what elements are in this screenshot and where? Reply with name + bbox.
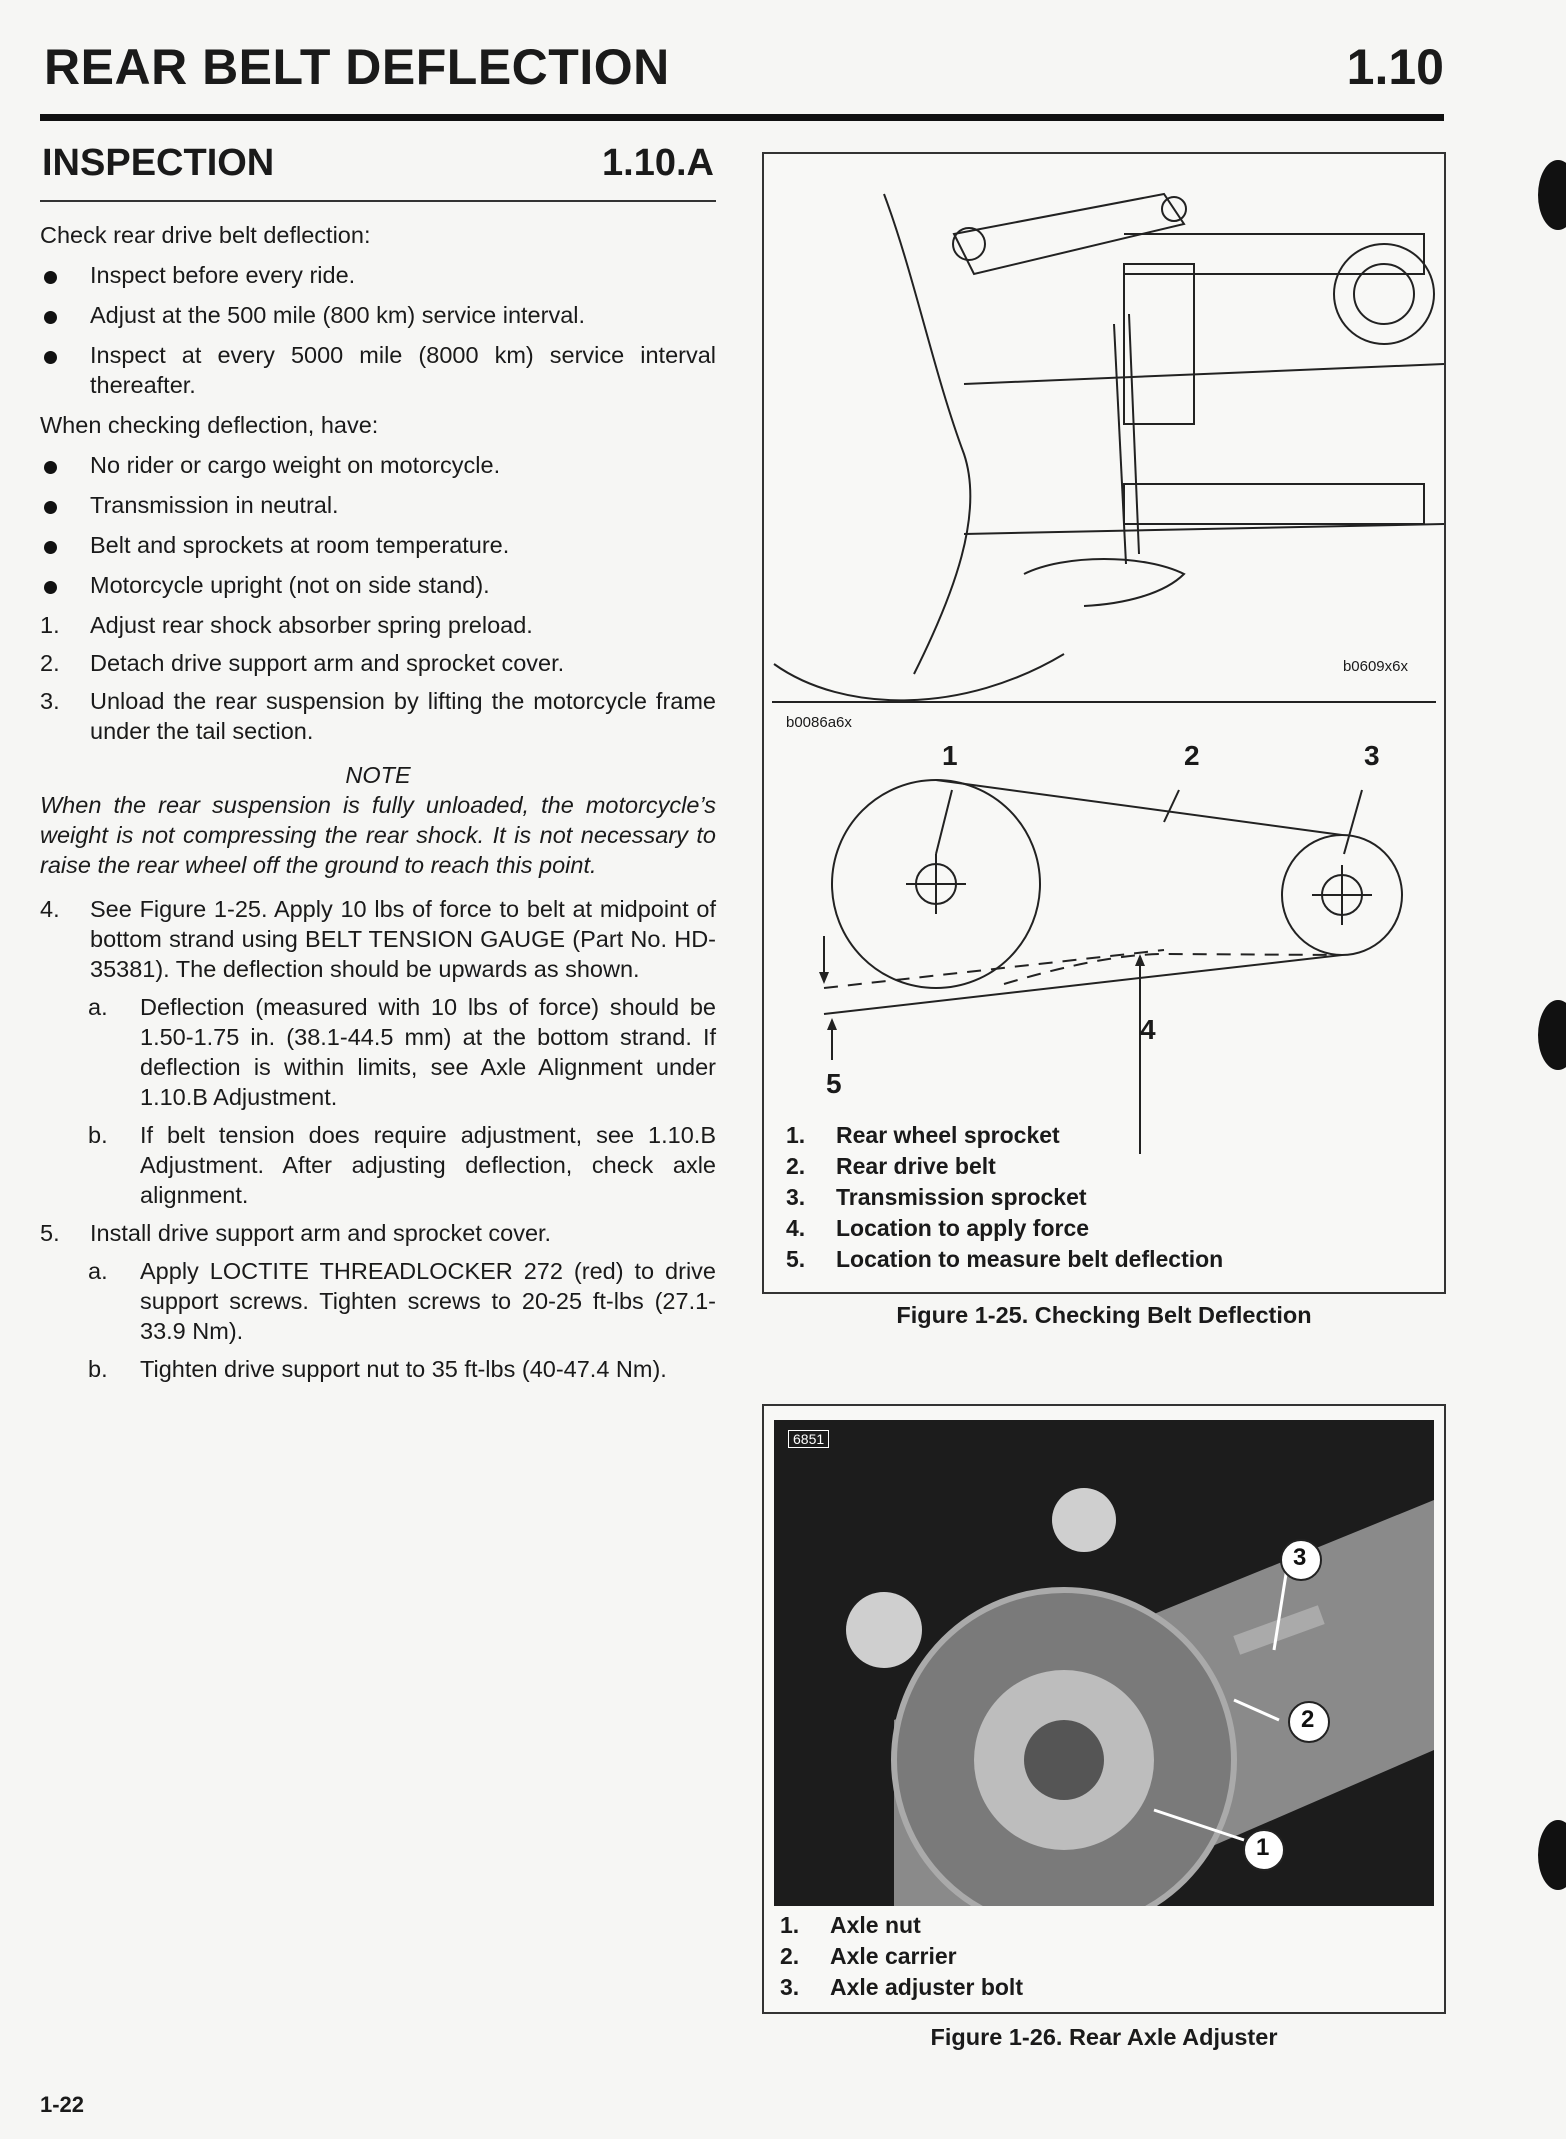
bullet-item: Belt and sprockets at room temperature. (40, 530, 716, 560)
hand-outline (1024, 559, 1184, 606)
legend-item: 1. Axle nut (780, 1912, 921, 1938)
callout-2: 2 (1184, 740, 1200, 771)
bullet-item: No rider or cargo weight on motorcycle. (40, 450, 716, 480)
sub-step-item: b. Tighten drive support nut to 35 ft-lbs (40-47.4 Nm). (88, 1356, 667, 1382)
shock-absorber (1124, 484, 1424, 524)
step-item: 4. See Figure 1-25. Apply 10 lbs of force to belt at midpoint of bottom strand using BELT TENSION GAUGE (Part No. HD-35381). The deflection should be upwards as shown. (40, 896, 716, 982)
leader-line-1 (936, 790, 952, 854)
tire-outline (884, 194, 970, 674)
bullet-item: Inspect at every 5000 mile (8000 km) service interval thereafter. (40, 340, 716, 400)
sprocket (1334, 244, 1434, 344)
belt-tension-gauge (1129, 314, 1139, 554)
figure-1-26 (762, 1404, 1446, 2014)
page-header (40, 38, 1444, 118)
photo-code: 6851 (788, 1430, 829, 1448)
callout-2: 2 (1301, 1706, 1315, 1733)
swingarm-top (964, 364, 1444, 384)
callout-3: 3 (1293, 1544, 1307, 1571)
legend-item: 2. Rear drive belt (786, 1153, 996, 1179)
figure-1-25-legend (786, 1120, 1223, 1275)
sleeve-outline (774, 654, 1064, 700)
page-section-number: 1.10 (1346, 39, 1444, 95)
header-rule (40, 114, 1444, 121)
callout-1: 1 (942, 740, 958, 771)
arrowheads (819, 954, 1145, 1030)
bullet-dot (44, 541, 57, 554)
legend-item: 4. Location to apply force (786, 1215, 1090, 1241)
note-title: NOTE (345, 762, 411, 788)
bullet-dot (44, 581, 57, 594)
swingarm-bottom (964, 524, 1444, 534)
page-title: REAR BELT DEFLECTION (44, 39, 670, 95)
axle-adjuster-photo (774, 1420, 1434, 1906)
legend-item: 3. Axle adjuster bolt (780, 1974, 1023, 2000)
figure-1-26-caption: Figure 1-26. Rear Axle Adjuster (930, 2024, 1278, 2050)
bolt-head (846, 1592, 922, 1668)
binding-hole-mark (1538, 1000, 1566, 1070)
legend-item: 5. Location to measure belt deflection (786, 1246, 1224, 1272)
leader-line-3 (1344, 790, 1362, 854)
section-title: INSPECTION (42, 142, 275, 184)
callout-1: 1 (1256, 1834, 1270, 1861)
section-number: 1.10.A (602, 142, 714, 184)
bullet-dot (44, 461, 57, 474)
belt-deflected-strand (1004, 954, 1342, 984)
bullet-item: Adjust at the 500 mile (800 km) service interval. (40, 300, 716, 330)
legend-item: 3. Transmission sprocket (786, 1184, 1087, 1210)
diagram-code: b0086a6x (786, 714, 852, 731)
axle-bore (1024, 1720, 1104, 1800)
step-item: 3. Unload the rear suspension by lifting the motorcycle frame under the tail section. (40, 688, 716, 744)
legend-item: 1. Rear wheel sprocket (786, 1122, 1060, 1148)
figure-1-25-caption: Figure 1-25. Checking Belt Deflection (896, 1302, 1312, 1328)
step-item: 2. Detach drive support arm and sprocket cover. (40, 650, 565, 676)
note-body: When the rear suspension is fully unloaded, the motorcycle’s weight is not compressing the rear shock. It is not necessary to raise the rear wheel off the ground to reach this point. (40, 792, 716, 878)
bullet-item: Motorcycle upright (not on side stand). (40, 570, 716, 600)
sub-step-item: b. If belt tension does require adjustment, see 1.10.B Adjustment. After adjusting deflection, check axle alignment. (88, 1122, 716, 1208)
bullet-dot (44, 501, 57, 514)
arrowhead (819, 972, 829, 984)
gauge-illustration (774, 194, 1444, 700)
intro-paragraph: Check rear drive belt deflection: (40, 222, 371, 248)
frame-bracket (1124, 264, 1194, 424)
sub-step-item: a. Apply LOCTITE THREADLOCKER 272 (red) to drive support screws. Tighten screws to 20-25 ft-lbs (27.1-33.9 Nm). (88, 1258, 716, 1344)
callout-5: 5 (826, 1068, 842, 1099)
conditions-paragraph: When checking deflection, have: (40, 412, 379, 438)
bullet-item: Transmission in neutral. (40, 490, 716, 520)
axle-adjuster-illustration (774, 1420, 1434, 1906)
step-item: 5. Install drive support arm and sprocket cover. (40, 1220, 552, 1246)
sub-step-item: a. Deflection (measured with 10 lbs of force) should be 1.50-1.75 in. (38.1-44.5 mm) at the bottom strand. If deflection is within limits, see Axle Alignment under 1.10.B Adjustment. (88, 994, 716, 1110)
belt-diagram (824, 780, 1402, 1154)
photo-code: b0609x6x (1342, 658, 1408, 675)
figure-1-25 (762, 152, 1446, 1294)
page-number: 1-22 (40, 2092, 85, 2117)
figure-1-26-legend (780, 1910, 1023, 2003)
bullet-dot (44, 351, 57, 364)
step-item: 1. Adjust rear shock absorber spring preload. (40, 612, 533, 638)
belt-top-strand (936, 780, 1342, 835)
legend-item: 2. Axle carrier (780, 1943, 957, 1969)
arrowhead (827, 1018, 837, 1030)
leader-line-2 (1164, 790, 1179, 822)
inspection-text-column (40, 140, 716, 1392)
binding-hole-mark (1538, 160, 1566, 230)
section-heading (40, 140, 716, 202)
bullet-dot (44, 271, 57, 284)
bolt-head (1052, 1488, 1116, 1552)
binding-hole-mark (1538, 1820, 1566, 1890)
bolt-head (953, 228, 985, 260)
callout-4: 4 (1140, 1014, 1156, 1045)
belt-upper (1124, 234, 1424, 274)
callout-3: 3 (1364, 740, 1380, 771)
bullet-dot (44, 311, 57, 324)
arrowhead (1135, 954, 1145, 966)
bullet-item: Inspect before every ride. (40, 260, 716, 290)
